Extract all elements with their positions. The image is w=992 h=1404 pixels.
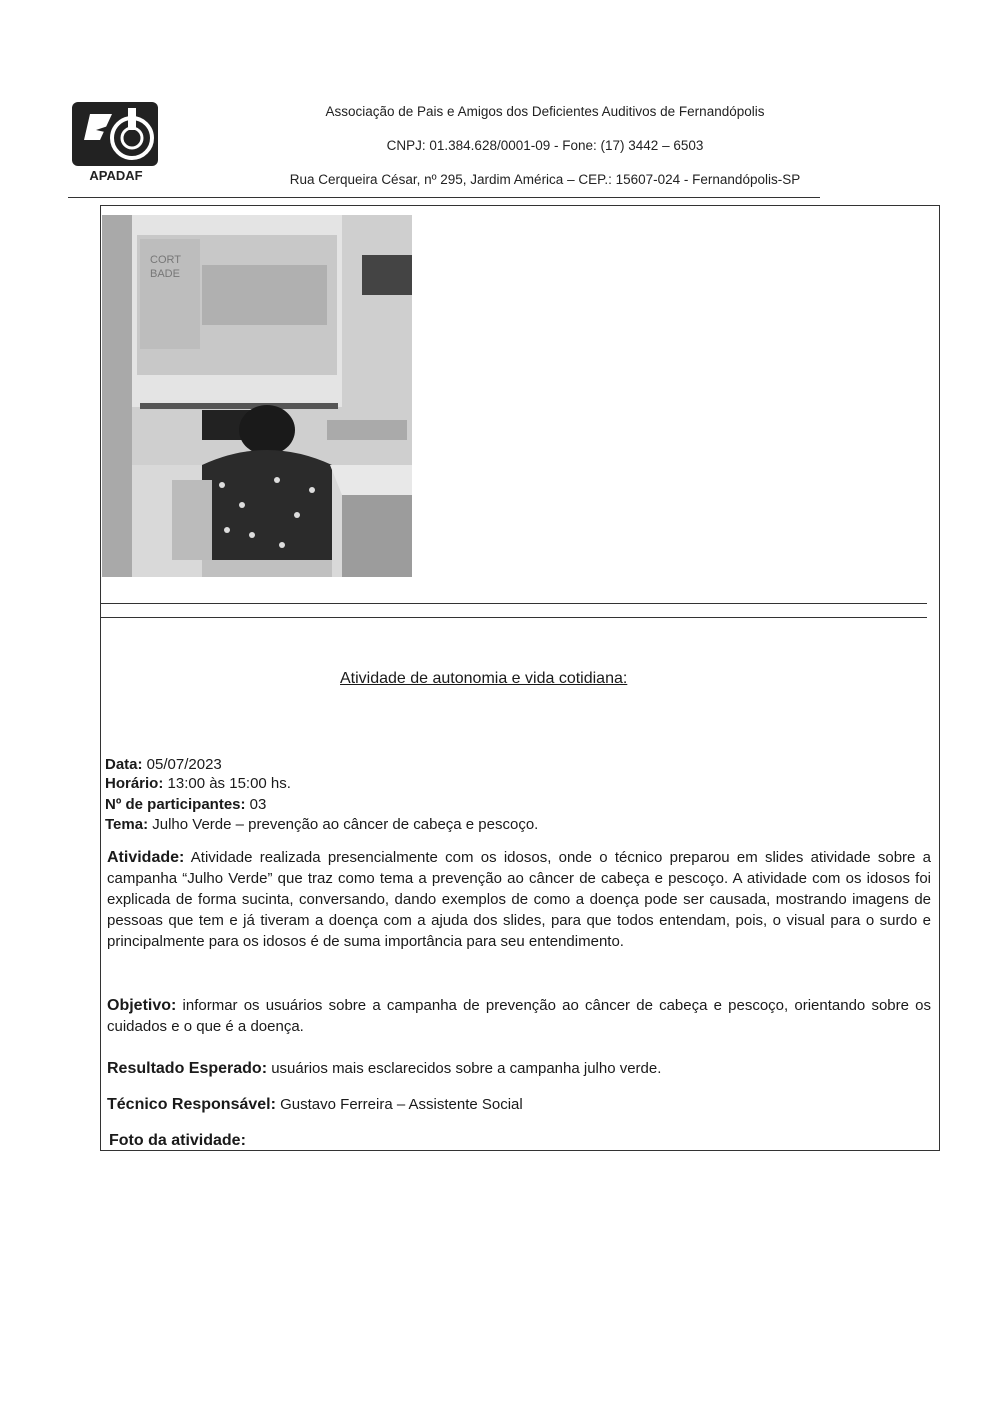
logo-text: APADAF	[89, 168, 143, 183]
activity-text: Atividade realizada presencialmente com os idosos, onde o técnico preparou em slides atividade sobre a campanha “Julho Verde” que traz como tema a prevenção ao câncer de cabeça e pescoço. A atividade com os idosos foi explicada de forma sucinta, conversando, dando exemplos de como a doença pode ser causada, mostrando imagens de pessoas que tem e já tiveram a doença com a ajuda dos slides, para que todos entendam, pois, o visual para o surdo e principalmente para os idosos é de suma importância para seu entendimento.	[107, 849, 931, 950]
slide-text-2: BADE	[150, 268, 180, 280]
photo-label: Foto da atividade:	[109, 1132, 246, 1149]
theme-label: Tema:	[105, 816, 149, 833]
address: Rua Cerqueira César, nº 295, Jardim América – CEP.: 15607-024 - Fernandópolis-SP	[289, 172, 801, 187]
technician-label: Técnico Responsável:	[107, 1096, 276, 1113]
activity-photo	[102, 215, 412, 577]
organization-name: Associação de Pais e Amigos dos Deficientes Auditivos de Fernandópolis	[325, 104, 765, 119]
expected-result-label: Resultado Esperado:	[107, 1060, 268, 1077]
slide-text-1: CORT	[150, 254, 181, 266]
date-label: Data:	[105, 756, 143, 773]
activity-title: Atividade de autonomia e vida cotidiana:	[340, 670, 628, 687]
divider	[100, 603, 927, 604]
technician-paragraph	[107, 1094, 931, 1115]
time-value: 13:00 às 15:00 hs.	[163, 775, 291, 792]
participants-label: Nº de participantes:	[105, 796, 246, 813]
cnpj-phone: CNPJ: 01.384.628/0001-09 - Fone: (17) 3442 – 6503	[386, 138, 704, 153]
objective-text: informar os usuários sobre a campanha de prevenção ao câncer de cabeça e pescoço, orientando sobre os cuidados e o que é a doença.	[107, 997, 931, 1035]
objective-paragraph	[107, 995, 931, 1037]
header-divider	[68, 197, 820, 198]
technician-text: Gustavo Ferreira – Assistente Social	[275, 1096, 523, 1113]
objective-label: Objetivo:	[107, 997, 177, 1014]
activity-label: Atividade:	[107, 849, 185, 866]
divider	[100, 617, 927, 618]
participants-row	[105, 795, 266, 814]
time-row	[105, 774, 291, 793]
expected-result-text: usuários mais esclarecidos sobre a campanha julho verde.	[267, 1060, 662, 1077]
date-row	[105, 755, 222, 774]
apadaf-logo	[70, 100, 162, 184]
time-label: Horário:	[105, 775, 164, 792]
activity-paragraph	[107, 847, 931, 952]
theme-value: Julho Verde – prevenção ao câncer de cabeça e pescoço.	[148, 816, 539, 833]
expected-result-paragraph	[107, 1058, 931, 1079]
date-value: 05/07/2023	[142, 756, 222, 773]
activity-photo-label	[109, 1132, 246, 1150]
theme-row	[105, 815, 538, 834]
participants-value: 03	[245, 796, 267, 813]
